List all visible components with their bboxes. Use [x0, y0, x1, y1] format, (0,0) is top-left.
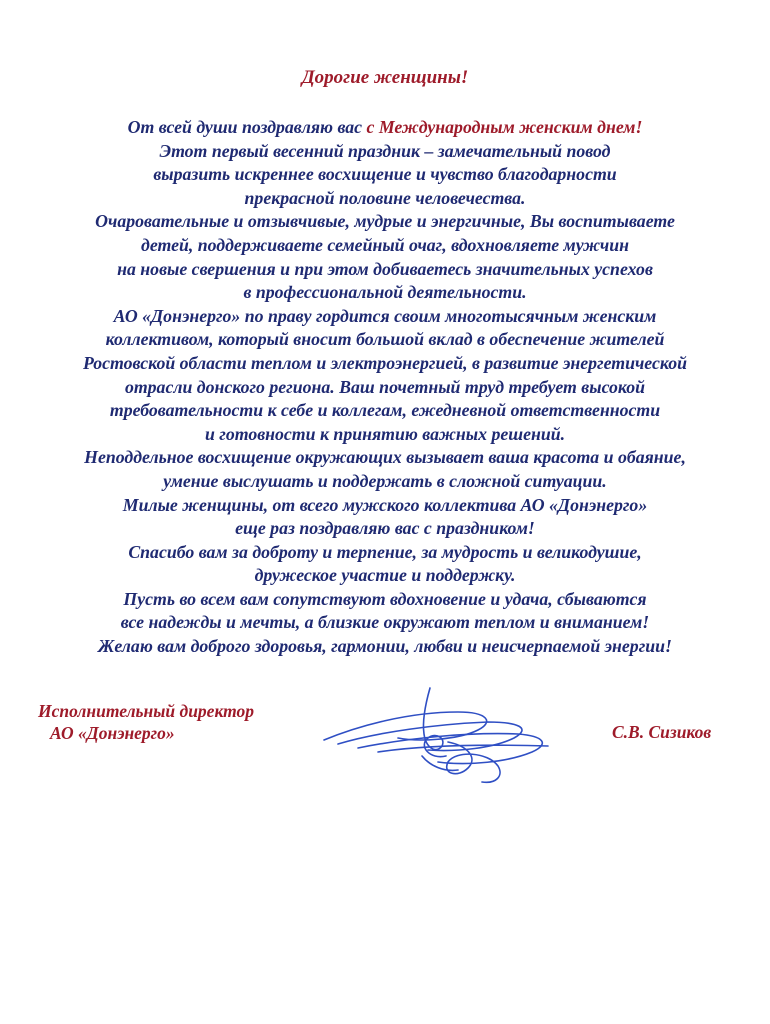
body-line: [0, 541, 770, 565]
body-line: [0, 210, 770, 234]
body-line: [0, 305, 770, 329]
body-line: [0, 611, 770, 635]
body-line: [0, 258, 770, 282]
body-line: [0, 187, 770, 211]
body-line-text: все надежды и мечты, а близкие окружают теплом и вниманием!: [120, 612, 650, 633]
body-line: [0, 446, 770, 470]
body-line-text: и готовности к принятию важных решений.: [204, 423, 566, 444]
body-line: [0, 470, 770, 494]
body-line-text: коллективом, который вносит большой вклад в обеспечение жителей: [105, 329, 665, 350]
signatory-title: [38, 700, 254, 744]
body-line: [0, 588, 770, 612]
body-line: [0, 328, 770, 352]
body-line: [0, 352, 770, 376]
body-line-text: требовательности к себе и коллегам, ежедневной ответственности: [109, 400, 661, 421]
body-line-text: Очаровательные и отзывчивые, мудрые и энергичные, Вы воспитываете: [95, 211, 675, 232]
body-line: [0, 163, 770, 187]
body-line-text: От всей души поздравляю вас: [127, 117, 367, 137]
body-line: [0, 517, 770, 541]
holiday-name-accent: с Международным женским днем!: [366, 117, 643, 137]
body-line-text: Желаю вам доброго здоровья, гармонии, любви и неисчерпаемой энергии!: [98, 636, 672, 657]
body-line: [0, 494, 770, 518]
body-line-text: дружеское участие и поддержку.: [254, 565, 516, 586]
body-line-text: в профессиональной деятельности.: [243, 282, 527, 303]
body-line-text: Спасибо вам за доброту и терпение, за мудрость и великодушие,: [128, 541, 642, 562]
letter-body: [0, 116, 770, 659]
body-line: [0, 635, 770, 659]
signatory-name: С.В. Сизиков: [612, 722, 712, 742]
body-line-text: прекрасной половине человечества.: [244, 187, 526, 208]
body-line-text: выразить искреннее восхищение и чувство благодарности: [153, 164, 617, 185]
body-line-text: отрасли донского региона. Ваш почетный труд требует высокой: [124, 376, 646, 397]
body-line-text: Милые женщины, от всего мужского коллектива АО «Донэнерго»: [122, 494, 648, 515]
signatory-position: Исполнительный директор: [38, 701, 254, 721]
body-line-text: еще раз поздравляю вас с праздником!: [235, 518, 535, 539]
body-line: [0, 376, 770, 400]
body-line: [0, 399, 770, 423]
body-line-text: на новые свершения и при этом добиваетесь значительных успехов: [117, 258, 653, 279]
handwritten-signature: [318, 682, 568, 792]
body-line-text: Ростовской области теплом и электроэнергией, в развитие энергетической: [83, 352, 687, 373]
body-line: [0, 564, 770, 588]
body-line: [0, 140, 770, 164]
body-line-text: Неподдельное восхищение окружающих вызывает ваша красота и обаяние,: [84, 447, 686, 468]
body-line-text: Пусть во всем вам сопутствуют вдохновение и удача, сбываются: [123, 588, 647, 609]
signatory-company: АО «Донэнерго»: [50, 723, 175, 743]
letter-greeting: Дорогие женщины!: [301, 67, 469, 88]
body-line-text: Этот первый весенний праздник – замечательный повод: [159, 140, 611, 161]
body-line: [0, 423, 770, 447]
body-line-text: АО «Донэнерго» по праву гордится своим многотысячным женским: [113, 305, 657, 326]
body-line: [0, 234, 770, 258]
body-line: [0, 116, 770, 140]
body-line: [0, 281, 770, 305]
body-line-text: детей, поддерживаете семейный очаг, вдохновляете мужчин: [141, 234, 629, 255]
body-line-text: умение выслушать и поддержать в сложной ситуации.: [163, 470, 607, 491]
